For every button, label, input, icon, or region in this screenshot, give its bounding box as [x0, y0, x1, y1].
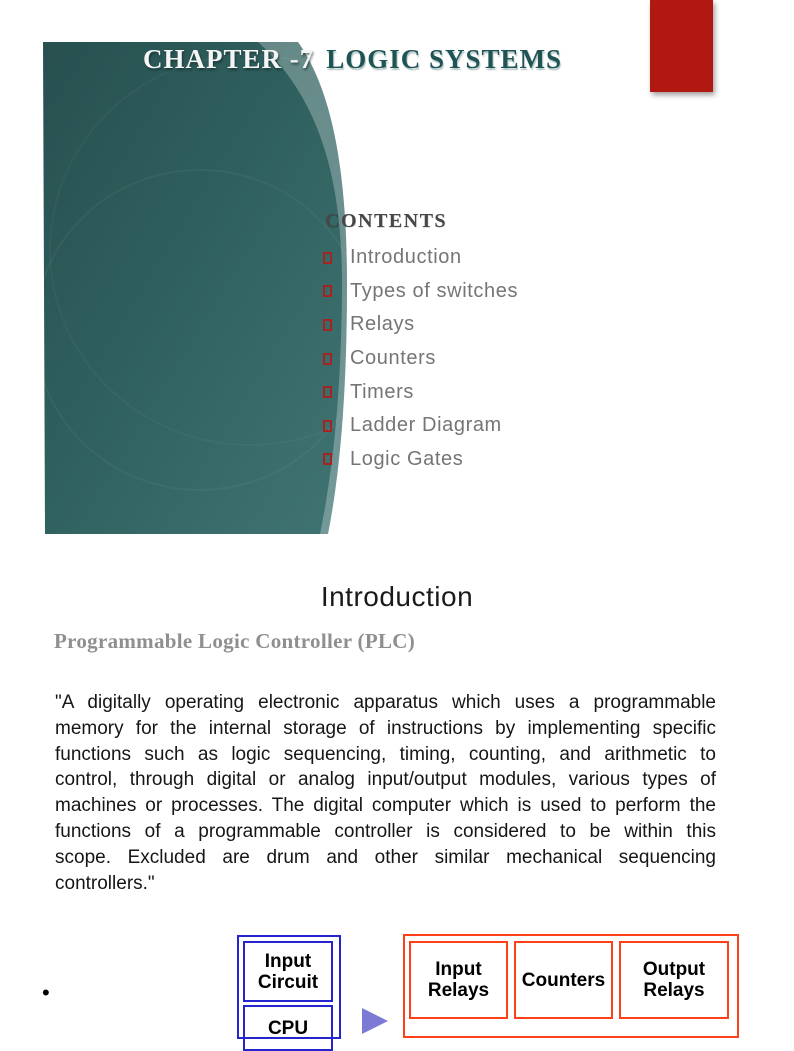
square-bullet-icon — [323, 420, 332, 432]
list-bullet-icon: • — [42, 980, 50, 1005]
contents-item-label: Introduction — [350, 246, 462, 269]
plc-definition-paragraph — [55, 690, 716, 896]
contents-item-label: Logic Gates — [350, 447, 464, 470]
input-relays-box: Input Relays — [409, 941, 508, 1019]
contents-item — [323, 308, 518, 342]
contents-item — [323, 443, 518, 477]
contents-item-label: Timers — [350, 380, 414, 403]
counters-box: Counters — [514, 941, 613, 1019]
slide-title-chapter: CHAPTER -7 — [143, 44, 315, 74]
relay-block-group — [403, 934, 739, 1038]
paragraph-line: functions such as logic sequencing, timing, counting, and arithmetic to — [55, 743, 716, 765]
contents-item — [323, 409, 518, 443]
paragraph-line: control, through digital or analog input/output modules, various types of — [55, 769, 716, 791]
contents-item — [323, 241, 518, 275]
square-bullet-icon — [323, 386, 332, 398]
red-accent-bar — [650, 0, 713, 92]
contents-item — [323, 342, 518, 376]
teal-shape — [0, 0, 360, 540]
square-bullet-icon — [323, 319, 332, 331]
flow-arrow-icon — [362, 1008, 388, 1034]
square-bullet-icon — [323, 353, 332, 365]
square-bullet-icon — [323, 252, 332, 264]
contents-item-label: Counters — [350, 347, 436, 370]
paragraph-line: memory for the internal storage of instructions by implementing specific — [55, 717, 716, 739]
square-bullet-icon — [323, 453, 332, 465]
contents-item-label: Relays — [350, 313, 415, 336]
slide-title-subject: LOGIC SYSTEMS — [326, 44, 563, 74]
paragraph-line: controllers." — [55, 872, 155, 894]
output-relays-box: Output Relays — [619, 941, 729, 1019]
cpu-block-group — [237, 935, 341, 1039]
paragraph-line: "A digitally operating electronic apparatus which uses a programmable — [55, 692, 716, 713]
square-bullet-icon — [323, 285, 332, 297]
paragraph-line: machines or processes. The digital computer which is used to perform the — [55, 795, 716, 817]
contents-item-label: Types of switches — [350, 279, 519, 302]
contents-list — [323, 241, 518, 476]
plc-subheading: Programmable Logic Controller (PLC) — [54, 629, 416, 653]
paragraph-line: functions of a programmable controller is considered to be within this — [55, 820, 716, 842]
slide-title — [143, 44, 562, 75]
contents-item-label: Ladder Diagram — [350, 414, 502, 437]
contents-heading: CONTENTS — [325, 210, 448, 232]
page-title: Introduction — [320, 581, 474, 612]
cpu-box: CPU — [243, 1005, 333, 1051]
paragraph-line: scope. Excluded are drum and other similar mechanical sequencing — [55, 846, 716, 868]
contents-item — [323, 375, 518, 409]
contents-item — [323, 275, 518, 309]
input-circuit-box: Input Circuit — [243, 941, 333, 1002]
